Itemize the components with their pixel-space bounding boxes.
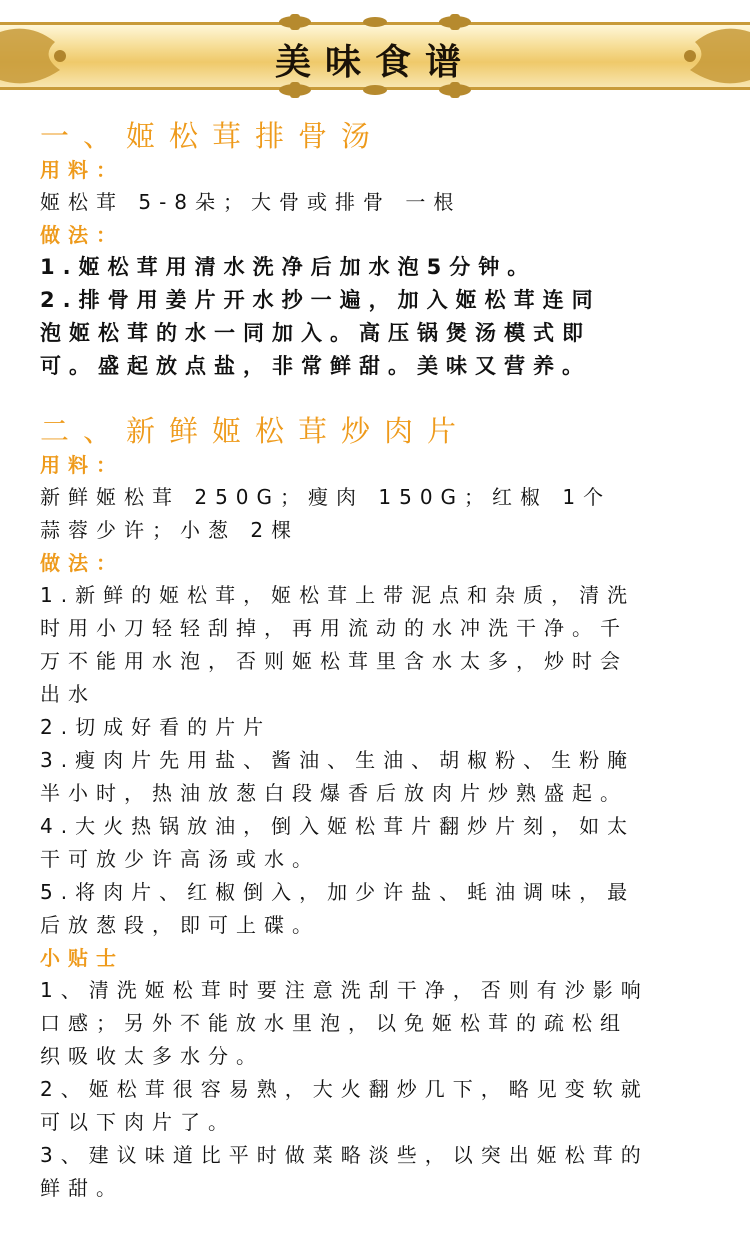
page-title: 美味食谱: [274, 41, 475, 83]
ingredients-label: 用料：: [40, 158, 124, 182]
recipe-title: 二、新鲜姬松茸炒肉片: [40, 414, 471, 448]
method-line: 万不能用水泡，否则姬松茸里含水太多，炒时会: [40, 649, 628, 673]
method-line: 5.将肉片、红椒倒入，加少许盐、蚝油调味，最: [40, 880, 636, 904]
method-line: 出水: [40, 682, 96, 706]
tip-line: 1、清洗姬松茸时要注意洗刮干净，否则有沙影响: [40, 978, 649, 1002]
ingredient-line: 蒜蓉少许；小葱 2棵: [40, 518, 300, 542]
tip-line: 口感；另外不能放水里泡，以免姬松茸的疏松组: [40, 1011, 628, 1035]
method-line: 2.排骨用姜片开水抄一遍，加入姬松茸连同: [40, 288, 601, 312]
ingredient-line: 姬松茸 5-8朵；大骨或排骨 一根: [40, 190, 462, 214]
method-line: 半小时，热油放葱白段爆香后放肉片炒熟盛起。: [40, 781, 628, 805]
recipe-section-2: [40, 413, 720, 1205]
ingredient-line: 新鲜姬松茸 250G；瘦肉 150G；红椒 1个: [40, 485, 612, 509]
tip-line: 2、姬松茸很容易熟，大火翻炒几下，略见变软就: [40, 1077, 649, 1101]
method-line: 可。盛起放点盐，非常鲜甜。美味又营养。: [40, 354, 591, 378]
method-label: 做法：: [40, 223, 124, 247]
tip-line: 织吸收太多水分。: [40, 1044, 264, 1068]
tip-line: 可以下肉片了。: [40, 1110, 236, 1134]
method-line: 后放葱段，即可上碟。: [40, 913, 320, 937]
tip-line: 鲜甜。: [40, 1176, 124, 1200]
method-line: 4.大火热锅放油，倒入姬松茸片翻炒片刻，如太: [40, 814, 636, 838]
method-line: 干可放少许高汤或水。: [40, 847, 320, 871]
tip-line: 3、建议味道比平时做菜略淡些，以突出姬松茸的: [40, 1143, 649, 1167]
method-line: 时用小刀轻轻刮掉，再用流动的水冲洗干净。千: [40, 616, 628, 640]
method-line: 1.新鲜的姬松茸，姬松茸上带泥点和杂质，清洗: [40, 583, 636, 607]
recipe-section-1: [40, 118, 720, 383]
method-line: 泡姬松茸的水一同加入。高压锅煲汤模式即: [40, 321, 591, 345]
method-label: 做法：: [40, 551, 124, 575]
recipe-content: [40, 118, 720, 1205]
method-line: 3.瘦肉片先用盐、酱油、生油、胡椒粉、生粉腌: [40, 748, 636, 772]
method-line: 1.姬松茸用清水洗净后加水泡5分钟。: [40, 255, 537, 279]
tips-label: 小贴士: [40, 946, 124, 970]
recipe-title: 一、姬松茸排骨汤: [40, 119, 385, 153]
header-banner: [0, 12, 750, 100]
method-line: 2.切成好看的片片: [40, 715, 272, 739]
ingredients-label: 用料：: [40, 453, 124, 477]
